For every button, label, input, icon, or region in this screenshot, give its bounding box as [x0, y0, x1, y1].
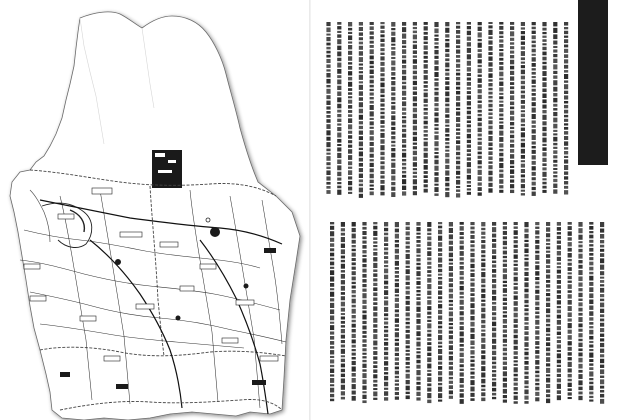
chapter-title — [582, 6, 604, 156]
upper-text-block — [310, 0, 620, 210]
lower-text-block — [310, 220, 620, 420]
right-page — [310, 0, 620, 420]
